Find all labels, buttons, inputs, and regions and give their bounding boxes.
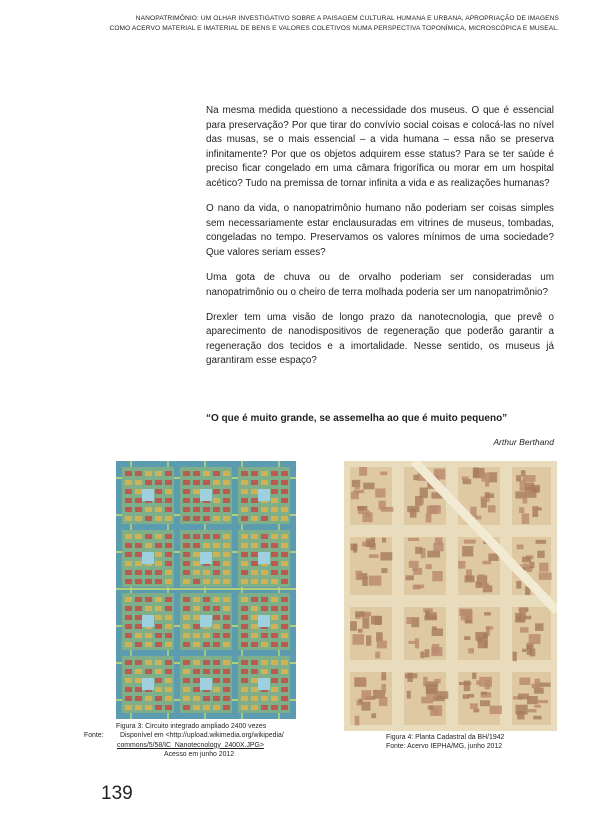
- paragraph-3: Uma gota de chuva ou de orvalho poderiam ser consideradas um nanopatrimônio ou o cheiro de terra molhada poderia ser um nanopatrimônio?: [206, 271, 554, 298]
- integrated-circuit-image: [116, 461, 296, 719]
- figure-3-source-line-2: commons/5/58/IC_Nanotecnology_2400X.JPG>: [117, 741, 264, 749]
- figure-4-title: Figura 4: Planta Cadastral da BH/1942: [386, 734, 505, 741]
- cadastral-map-image: [344, 461, 557, 731]
- paragraph-1: Na mesma medida questiono a necessidade dos museus. O que é essencial para preservação? Por que tirar do convívio social coisas e colocá-las no nível das musas, se o mais essencial – a vida humana – essa não se preserva infinitamente? Por que os objetos adquirem esse status? Para se ter saúde é preciso ficar congelado em uma câmara frigorífica ou morar em um hospital acético? Tudo na premissa de tornar infinita a vida e as realizações humanas?: [206, 105, 554, 189]
- figure-3-source-label: Fonte:: [84, 732, 104, 740]
- figure-3-caption: [84, 722, 338, 760]
- page-number: 139: [101, 783, 133, 804]
- paragraph-4: Drexler tem uma visão de longo prazo da nanotecnologia, que prevê o aparecimento de nanodispositivos de regeneração que poderão garantir a regeneração dos tecidos e a imortalidade. Nesse sentido, os museus já garantiram esse espaço?: [206, 311, 554, 367]
- epigraph-quote: “O que é muito grande, se assemelha ao que é muito pequeno”: [206, 413, 508, 424]
- figure-3-source-line-1: Disponível em <http://upload.wikimedia.org/wikipedia/: [120, 732, 284, 740]
- running-header: [19, 14, 559, 34]
- paragraph-2: O nano da vida, o nanopatrimônio humano não poderiam ser coisas simples sem necessariamente estar enclausuradas em vitrines de museus, tombadas, congeladas no tempo. Preservamos os valores mínimos de uma sociedade? Que valores seriam esses?: [206, 203, 554, 258]
- figure-4-source: Fonte: Acervo IEPHA/MG, junho 2012: [386, 743, 503, 751]
- figure-4-caption: [386, 733, 546, 752]
- quote-author: Arthur Berthand: [493, 437, 554, 447]
- figure-3-access-date: Acesso em junho 2012: [164, 751, 235, 759]
- figure-3-title: Figura 3: Circuito integrado ampliado 2400 vezes: [116, 723, 267, 730]
- header-line-2: COMO ACERVO MATERIAL E IMATERIAL DE BENS E VALORES COLETIVOS NUMA PERSPECTIVA TOPONÍMICA, MICROSCÓPICA E MUSEAL.: [109, 25, 559, 32]
- body-text: [206, 104, 554, 380]
- header-line-1: NANOPATRIMÔNIO: UM OLHAR INVESTIGATIVO SOBRE A PAISAGEM CULTURAL HUMANA E URBANA, APROPRIAÇÃO DE IMAGENS: [135, 15, 559, 22]
